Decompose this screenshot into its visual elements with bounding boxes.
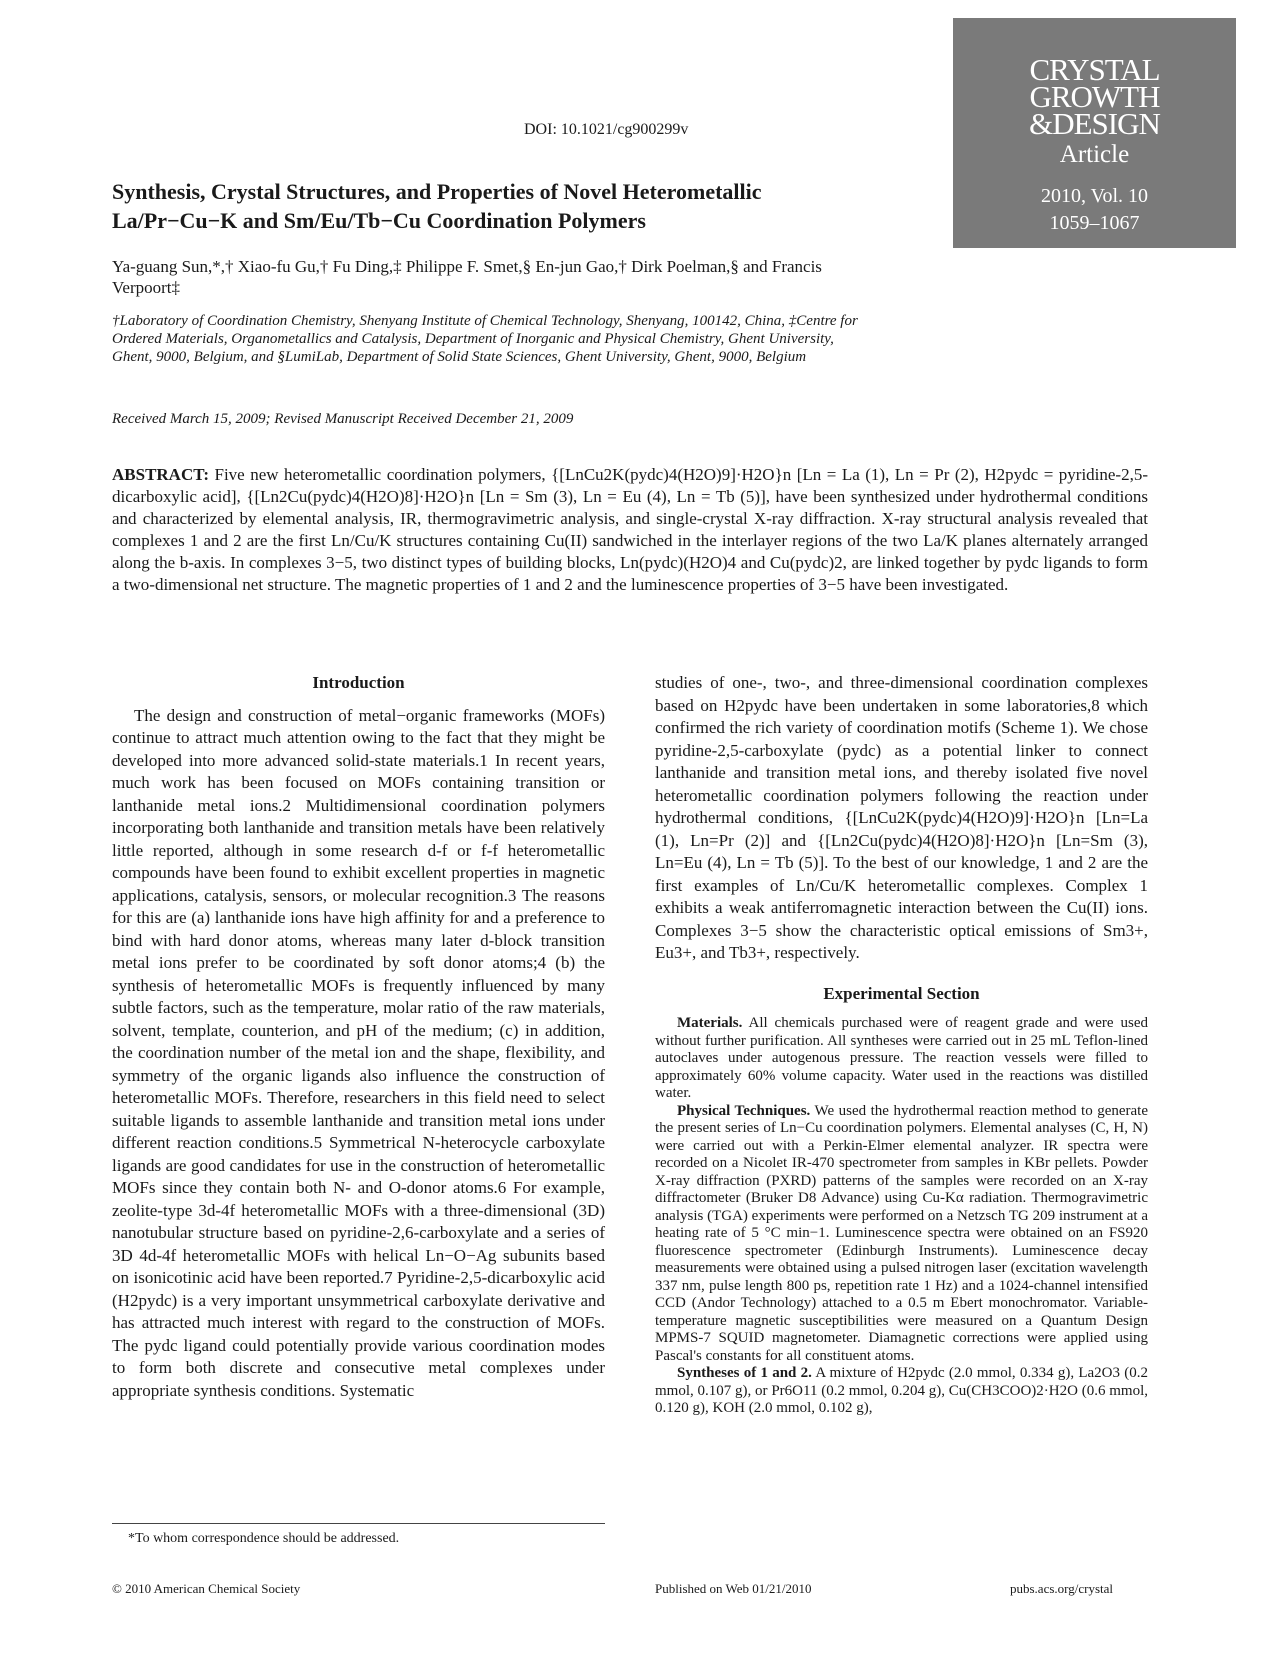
- right-column: [655, 672, 1148, 1418]
- abstract-label: ABSTRACT:: [112, 465, 209, 484]
- footnote-rule: [112, 1523, 605, 1524]
- footer-url: pubs.acs.org/crystal: [1010, 1581, 1114, 1596]
- footer-copyright: © 2010 American Chemical Society: [112, 1581, 301, 1596]
- experimental-heading: Experimental Section: [823, 983, 980, 1003]
- intro-paragraph: The design and construction of metal−organic frameworks (MOFs) continue to attract much attention owing to the fact that they might be developed into more advanced solid-state materials.1 In recent years, much work has been focused on MOFs containing transition or lanthanide metal ions.2 Multidimensional coordination polymers incorporating both lanthanide and transition metals have been relatively little reported, although in some research d-f or f-f heterometallic compounds have been found to exhibit excellent properties in magnetic applications, catalysis, sensors, or molecular recognition.3 The reasons for this are (a) lanthanide ions have high affinity for and a preference to bind with hard donor atoms, whereas many later d-block transition metal ions prefer to be coordinated by soft donor atoms;4 (b) the synthesis of heterometallic MOFs is frequently influenced by many subtle factors, such as the temperature, molar ratio of the raw materials, solvent, template, counterion, and pH of the medium; (c) in addition, the coordination number of the metal ion and the shape, flexibility, and symmetry of the organic ligands also influence the construction of heterometallic MOFs. Therefore, researchers in this field need to select suitable ligands to assemble lanthanide and transition metal ions under different reaction conditions.5 Symmetrical N-heterocycle carboxylate ligands are good candidates for use in the construction of heterometallic MOFs since they contain both N- and O-donor atoms.6 For example, zeolite-type 3d-4f heterometallic MOFs with a three-dimensional (3D) nanotubular structure based on pyridine-2,6-carboxylate and a series of 3D 4d-4f heterometallic MOFs with helical Ln−O−Ag subunits based on isonicotinic acid have been reported.7 Pyridine-2,5-dicarboxylic acid (H2pydc) is a very important unsymmetrical carboxylate derivative and has attracted much interest with regard to the construction of MOFs. The pydc ligand could potentially provide various coordination modes to form both discrete and consecutive metal complexes under appropriate synthesis conditions. Systematic: [112, 705, 605, 1400]
- intro-paragraph-cont: studies of one-, two-, and three-dimensional coordination complexes based on H2pydc have been undertaken in some laboratories,8 which confirmed the rich variety of coordination motifs (Scheme 1). We chose pyridine-2,5-carboxylate (pydc) as a potential linker to connect lanthanide and transition metal ions, and thereby isolated five novel heterometallic coordination polymers following the reaction under hydrothermal conditions, {[LnCu2K(pydc)4(H2O)9]·H2O}n [Ln=La (1), Ln=Pr (2)] and {[Ln2Cu(pydc)4(H2O)8]·H2O}n [Ln=Sm (3), Ln=Eu (4), Ln = Tb (5)]. To the best of our knowledge, 1 and 2 are the first examples of Ln/Cu/K heterometallic complexes. Complex 1 exhibits a weak antiferromagnetic interaction between the Cu(II) ions. Complexes 3−5 show the characteristic optical emissions of Sm3+, Eu3+, and Tb3+, respectively.: [655, 673, 1148, 962]
- abstract-text: Five new heterometallic coordination polymers, {[LnCu2K(pydc)4(H2O)9]·H2O}n [Ln = La (1), Ln = Pr (2), H2pydc = pyridine-2,5-dicarboxylic acid], {[Ln2Cu(pydc)4(H2O)8]·H2O}n [Ln = Sm (3), Ln = Eu (4), Ln = Tb (5)], have been synthesized under hydrothermal conditions and characterized by elemental analysis, IR, thermogravimetric analysis, and single-crystal X-ray diffraction. X-ray structural analysis revealed that complexes 1 and 2 are the first Ln/Cu/K structures containing Cu(II) sandwiched in the interlayer regions of the two La/K planes alternately arranged along the b-axis. In complexes 3−5, two distinct types of building blocks, Ln(pydc)(H2O)4 and Cu(pydc)2, are linked together by pydc ligands to form a two-dimensional net structure. The magnetic properties of 1 and 2 and the luminescence properties of 3−5 have been investigated.: [112, 465, 1149, 594]
- doi: DOI: 10.1021/cg900299v: [524, 121, 689, 138]
- article-type: Article: [1059, 141, 1130, 168]
- physical-techniques-paragraph: Physical Techniques. We used the hydrothermal reaction method to generate the present series of Ln−Cu coordination polymers. Elemental analyses (C, H, N) were carried out with a Perkin-Elmer elemental analyzer. IR spectra were recorded on a Nicolet IR-470 spectrometer from samples in KBr pellets. Powder X-ray diffraction (PXRD) patterns of the samples were recorded on an X-ray diffractometer (Bruker D8 Advance) using Cu-Kα radiation. Thermogravimetric analysis (TGA) experiments were performed on a Netzsch TG 209 instrument at a heating rate of 5 °C min−1. Luminescence spectra were obtained on an FS920 fluorescence spectrometer (Edinburgh Instruments). Luminescence decay measurements were obtained using a pulsed nitrogen laser (excitation wavelength 337 nm, pulse length 800 ps, repetition rate 1 Hz) and a 1024-channel intensified CCD (Andor Technology) attached to a 0.5 m Ebert monochromator. Variable-temperature magnetic susceptibilities were measured on a Quantum Design MPMS-7 SQUID magnetometer. Diamagnetic corrections were applied using Pascal's constants for all constituent atoms.: [655, 1102, 1149, 1364]
- paper-title: Synthesis, Crystal Structures, and Properties of Novel Heterometallic La/Pr−Cu−K and Sm/Eu/Tb−Cu Coordination Polymers: [112, 179, 762, 233]
- footer-published: Published on Web 01/21/2010: [655, 1581, 812, 1596]
- affiliations: †Laboratory of Coordination Chemistry, Shenyang Institute of Chemical Technology, Shenyang, 100142, China, ‡Centre for Ordered Materials, Organometallics and Catalysis, Department of Inorganic and Physical Chemistry, Ghent University, Ghent, 9000, Belgium, and §LumiLab, Department of Solid State Sciences, Ghent University, Ghent, 9000, Belgium: [112, 313, 858, 365]
- correspondence-footnote: *To whom correspondence should be addressed.: [128, 1531, 400, 1546]
- journal-name: CRYSTAL GROWTH &DESIGN: [1029, 52, 1160, 141]
- received-dates: Received March 15, 2009; Revised Manuscript Received December 21, 2009: [112, 411, 574, 427]
- syntheses-paragraph: Syntheses of 1 and 2. A mixture of H2pydc (2.0 mmol, 0.334 g), La2O3 (0.2 mmol, 0.107 g), or Pr6O11 (0.2 mmol, 0.204 g), Cu(CH3COO)2·H2O (0.6 mmol, 0.120 g), KOH (2.0 mmol, 0.102 g),: [655, 1365, 1148, 1416]
- intro-heading: Introduction: [312, 673, 405, 692]
- left-column: [112, 672, 605, 1402]
- journal-badge: [953, 18, 1236, 248]
- abstract: [112, 464, 1148, 596]
- materials-paragraph: Materials. All chemicals purchased were of reagent grade and were used without further purification. All syntheses were carried out in 25 mL Teflon-lined autoclaves under autogenous pressure. The reaction vessels were filled to approximately 60% volume capacity. Water used in the reactions was distilled water.: [655, 1015, 1148, 1101]
- author-list: Ya-guang Sun,*,† Xiao-fu Gu,† Fu Ding,‡ Philippe F. Smet,§ En-jun Gao,† Dirk Poelman,§ and Francis Verpoort‡: [112, 257, 822, 297]
- volume-info: 2010, Vol. 10 1059–1067: [1040, 185, 1149, 234]
